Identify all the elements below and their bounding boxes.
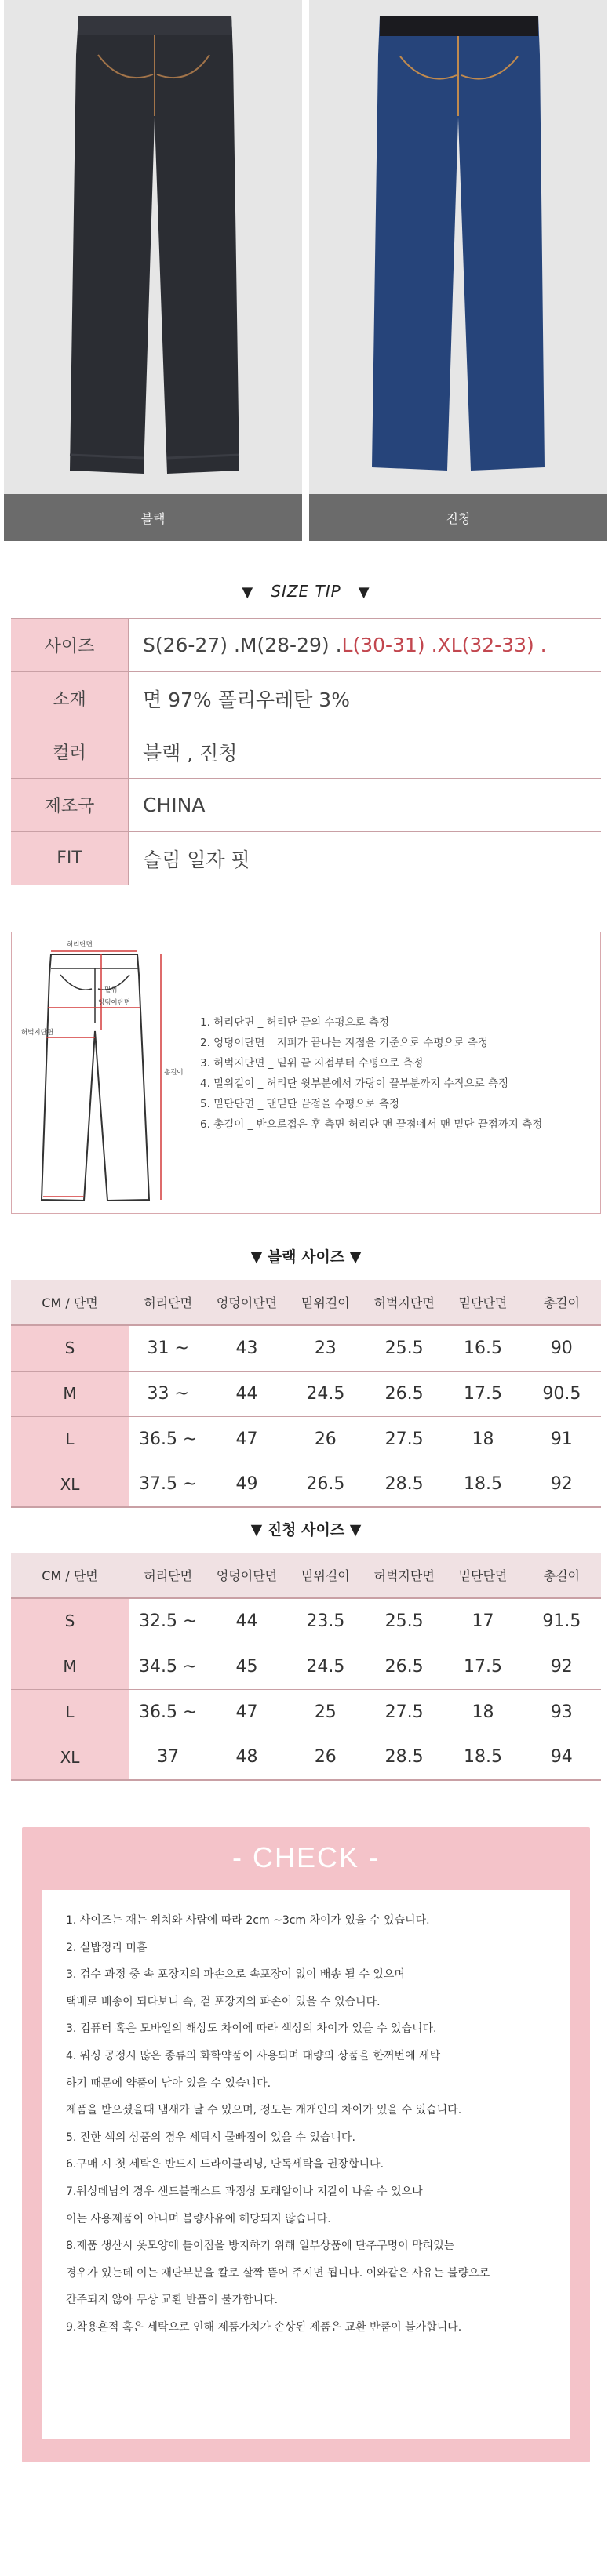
table-row	[11, 1462, 601, 1507]
table-cell: 43	[207, 1325, 286, 1371]
measurement-notes	[200, 1012, 542, 1135]
table-row	[11, 1598, 601, 1644]
table-cell: 18.5	[443, 1735, 522, 1780]
table-cell: 27.5	[365, 1416, 443, 1462]
product-photo-black	[4, 0, 302, 541]
table-cell: 44	[207, 1598, 286, 1644]
spec-value: 면 97% 폴리우레탄 3%	[143, 688, 350, 711]
navy-size-table	[11, 1553, 601, 1781]
table-cell: 44	[207, 1371, 286, 1416]
table-cell: 90.5	[523, 1371, 601, 1416]
size-label-cell: L	[11, 1689, 129, 1735]
table-row	[11, 1689, 601, 1735]
table-cell: 34.5 ~	[129, 1644, 207, 1689]
table-cell: 31 ~	[129, 1325, 207, 1371]
size-option-l: L(30-31) .	[341, 634, 438, 656]
size-label-cell: L	[11, 1416, 129, 1462]
table-header-row	[11, 1553, 601, 1598]
pants-diagram-icon	[20, 937, 184, 1208]
table-cell: 17.5	[443, 1371, 522, 1416]
table-cell: 26.5	[286, 1462, 365, 1507]
spec-row-origin	[11, 779, 601, 832]
spec-value: CHINA	[143, 794, 206, 816]
table-cell: 48	[207, 1735, 286, 1780]
check-line: 3. 컴퓨터 혹은 모바일의 해상도 차이에 따라 색상의 차이가 있을 수 있습니다.	[66, 2022, 437, 2036]
size-label-cell: S	[11, 1325, 129, 1371]
table-cell: 47	[207, 1689, 286, 1735]
size-tip-heading	[0, 582, 612, 601]
table-cell: 92	[523, 1462, 601, 1507]
check-line: 1. 사이즈는 재는 위치와 사람에 따라 2cm ~3cm 차이가 있을 수 있습니다.	[66, 1914, 430, 1927]
table-cell: 91	[523, 1416, 601, 1462]
table-cell: 94	[523, 1735, 601, 1780]
black-jeans-image	[4, 0, 302, 494]
check-title: - CHECK -	[232, 1841, 380, 1873]
table-header-cell: 엉덩이단면	[207, 1553, 286, 1598]
measurement-diagram	[11, 932, 601, 1214]
check-line: 6.구매 시 첫 세탁은 반드시 드라이클리닝, 단독세탁을 권장합니다.	[66, 2158, 384, 2171]
check-line: 이는 사용제품이 아니며 불량사유에 해당되지 않습니다.	[66, 2212, 331, 2225]
size-label-cell: XL	[11, 1462, 129, 1507]
check-notice-body	[42, 1890, 570, 2439]
table-cell: 28.5	[365, 1462, 443, 1507]
table-row	[11, 1325, 601, 1371]
table-cell: 91.5	[523, 1598, 601, 1644]
check-line: 5. 진한 색의 상품의 경우 세탁시 물빠짐이 있을 수 있습니다.	[66, 2131, 355, 2144]
size-option-m: M(28-29) .	[239, 634, 342, 656]
spec-row-size	[11, 619, 601, 672]
table-cell: 90	[523, 1325, 601, 1371]
table-cell: 24.5	[286, 1371, 365, 1416]
table-cell: 23	[286, 1325, 365, 1371]
table-cell: 92	[523, 1644, 601, 1689]
measurement-note: 3. 허벅지단면 _ 밑위 끝 지점부터 수평으로 측정	[200, 1057, 424, 1070]
size-option-xl: XL(32-33) .	[437, 634, 547, 656]
navy-jeans-image	[309, 0, 607, 494]
table-header-cell: 총길이	[523, 1553, 601, 1598]
check-line: 2. 실밥정리 미흡	[66, 1941, 148, 1954]
product-photo-navy	[309, 0, 607, 541]
spec-label: 사이즈	[11, 619, 129, 671]
size-label-cell: M	[11, 1371, 129, 1416]
table-cell: 26	[286, 1735, 365, 1780]
table-cell: 17.5	[443, 1644, 522, 1689]
spec-label: FIT	[11, 832, 129, 885]
spec-value: 슬림 일자 핏	[143, 848, 250, 871]
photo-caption-navy: 진청	[309, 494, 607, 541]
check-line: 경우가 있는데 이는 재단부분을 칼로 살짝 뜯어 주시면 됩니다. 이와같은 사유는 불량으로	[66, 2266, 490, 2280]
table-cell: 32.5 ~	[129, 1598, 207, 1644]
table-cell: 25	[286, 1689, 365, 1735]
table-cell: 17	[443, 1598, 522, 1644]
check-line: 택배로 배송이 되다보니 속, 겉 포장지의 파손이 있을 수 있습니다.	[66, 1995, 381, 2008]
table-cell: 28.5	[365, 1735, 443, 1780]
check-notice	[22, 1827, 590, 2462]
spec-label: 컬러	[11, 725, 129, 778]
spec-value-sizes	[129, 619, 601, 671]
diagram-label-thigh: 허벅지단면	[21, 1029, 54, 1037]
photo-caption-black: 블랙	[4, 494, 302, 541]
black-size-table	[11, 1280, 601, 1508]
measurement-note: 1. 허리단면 _ 허리단 끝의 수평으로 측정	[200, 1016, 389, 1029]
table-cell: 18.5	[443, 1462, 522, 1507]
size-option-s: S(26-27) .	[143, 634, 240, 656]
table-row	[11, 1416, 601, 1462]
size-label-cell: XL	[11, 1735, 129, 1780]
table-header-row	[11, 1280, 601, 1325]
size-label-cell: M	[11, 1644, 129, 1689]
table-cell: 25.5	[365, 1325, 443, 1371]
table-cell: 27.5	[365, 1689, 443, 1735]
black-size-title: ▼ 블랙 사이즈 ▼	[250, 1248, 362, 1266]
spec-value: 블랙 , 진청	[143, 741, 238, 765]
measurement-note: 6. 총길이 _ 반으로접은 후 측면 허리단 맨 끝점에서 맨 밑단 끝점까지 측정	[200, 1118, 543, 1131]
table-cell: 26.5	[365, 1371, 443, 1416]
table-header-cell: 허리단면	[129, 1280, 207, 1325]
table-header-cell: 총길이	[523, 1280, 601, 1325]
measurement-note: 4. 밑위길이 _ 허리단 윗부분에서 가랑이 끝부분까지 수직으로 측정	[200, 1077, 509, 1090]
table-cell: 26	[286, 1416, 365, 1462]
table-header-cell: 밑단단면	[443, 1553, 522, 1598]
spec-row-color	[11, 725, 601, 779]
table-cell: 23.5	[286, 1598, 365, 1644]
table-header-cell: 밑위길이	[286, 1553, 365, 1598]
spec-label: 소재	[11, 672, 129, 725]
table-header-cell: 엉덩이단면	[207, 1280, 286, 1325]
table-cell: 45	[207, 1644, 286, 1689]
table-cell: 18	[443, 1689, 522, 1735]
table-cell: 18	[443, 1416, 522, 1462]
table-header-cell: 허벅지단면	[365, 1553, 443, 1598]
table-header-cell: CM / 단면	[11, 1280, 129, 1325]
check-line: 하기 때문에 약품이 남아 있을 수 있습니다.	[66, 2076, 271, 2090]
table-cell: 25.5	[365, 1598, 443, 1644]
diagram-label-hip: 엉덩이단면	[98, 999, 131, 1007]
check-line: 8.제품 생산시 옷모양에 틀어짐을 방지하기 위해 일부상품에 단추구멍이 막혀있는	[66, 2240, 455, 2253]
table-row	[11, 1644, 601, 1689]
table-header-cell: 밑단단면	[443, 1280, 522, 1325]
spec-row-material	[11, 672, 601, 725]
check-line: 4. 워싱 공정시 많은 종류의 화학약품이 사용되며 대량의 상품을 한꺼번에 세탁	[66, 2049, 441, 2062]
triangle-down-icon: ▼	[358, 584, 370, 601]
table-cell: 49	[207, 1462, 286, 1507]
triangle-down-icon: ▼	[242, 584, 254, 601]
table-cell: 37	[129, 1735, 207, 1780]
table-cell: 36.5 ~	[129, 1689, 207, 1735]
diagram-label-total: 총길이	[164, 1069, 184, 1077]
table-header-cell: 허리단면	[129, 1553, 207, 1598]
table-header-cell: 허벅지단면	[365, 1280, 443, 1325]
product-photos	[0, 0, 612, 541]
table-header-cell: CM / 단면	[11, 1553, 129, 1598]
measurement-note: 2. 엉덩이단면 _ 지퍼가 끝나는 지점을 기준으로 수평으로 측정	[200, 1037, 488, 1049]
table-cell: 26.5	[365, 1644, 443, 1689]
diagram-label-waist: 허리단면	[67, 941, 93, 949]
spec-label: 제조국	[11, 779, 129, 831]
check-line: 7.워싱데님의 경우 샌드블래스트 과정상 모래알이나 지갈이 나올 수 있으나	[66, 2185, 423, 2198]
table-cell: 36.5 ~	[129, 1416, 207, 1462]
table-cell: 24.5	[286, 1644, 365, 1689]
size-tip-title: SIZE TIP	[271, 582, 341, 601]
check-line: 3. 검수 과정 중 속 포장지의 파손으로 속포장이 없이 배송 될 수 있으며	[66, 1968, 405, 1982]
table-cell: 37.5 ~	[129, 1462, 207, 1507]
navy-size-title: ▼ 진청 사이즈 ▼	[250, 1521, 362, 1539]
measurement-note: 5. 밑단단면 _ 맨밑단 끝점을 수평으로 측정	[200, 1098, 400, 1110]
spec-row-fit	[11, 832, 601, 885]
table-header-cell: 밑위길이	[286, 1280, 365, 1325]
table-row	[11, 1371, 601, 1416]
table-cell: 16.5	[443, 1325, 522, 1371]
table-cell: 47	[207, 1416, 286, 1462]
check-line: 제품을 받으셨을때 냄새가 날 수 있으며, 정도는 개개인의 차이가 있을 수 있습니다.	[66, 2104, 462, 2117]
spec-table	[11, 618, 601, 885]
table-cell: 93	[523, 1689, 601, 1735]
diagram-label-rise: 밑위	[104, 986, 118, 994]
check-line: 9.착용흔적 혹은 세탁으로 인해 제품가치가 손상된 제품은 교환 반품이 불가합니다.	[66, 2320, 462, 2334]
table-cell: 33 ~	[129, 1371, 207, 1416]
table-row	[11, 1735, 601, 1780]
size-label-cell: S	[11, 1598, 129, 1644]
check-line: 간주되지 않아 무상 교환 반품이 불가합니다.	[66, 2294, 279, 2307]
